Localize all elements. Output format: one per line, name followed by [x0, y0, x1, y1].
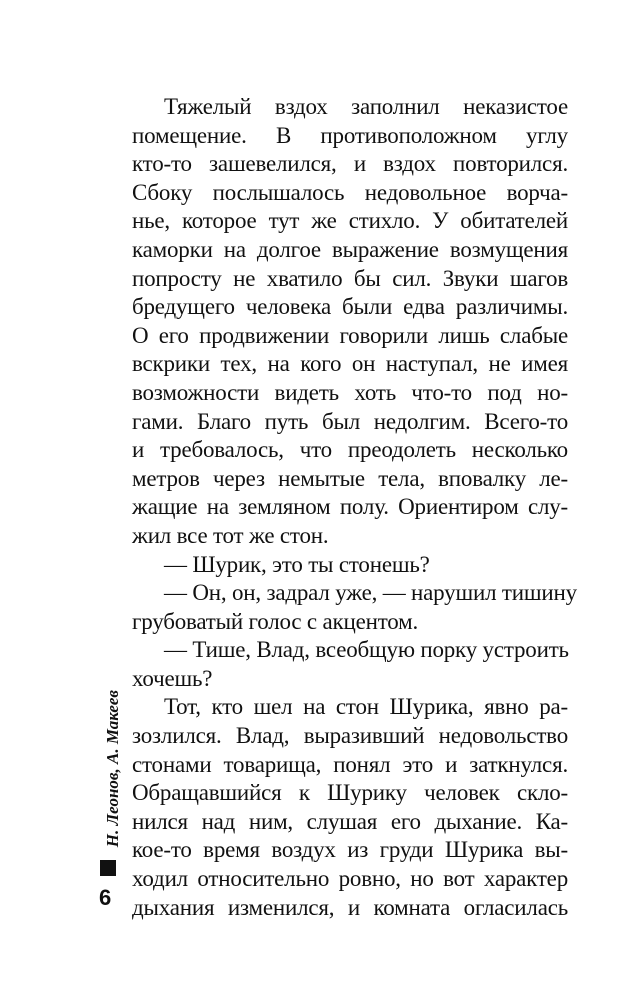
text-line: помещение. В противоположном углу: [132, 122, 568, 148]
paragraph: [132, 93, 568, 551]
text-line: О его продвижении говорили лишь слабые: [132, 322, 568, 348]
square-marker-icon: [100, 860, 116, 876]
text-line: — Тише, Влад, всеобщую порку устроить: [164, 637, 569, 663]
dialogue-line: [132, 636, 568, 693]
text-line: каморки на долгое выражение возмущения: [132, 236, 568, 262]
text-line: жащие на земляном полу. Ориентиром слу-: [132, 494, 568, 520]
text-line: жил все тот же стон.: [132, 522, 329, 548]
text-line: кто-то зашевелился, и вздох повторился.: [132, 151, 568, 177]
body-text: [132, 93, 577, 922]
text-line: гами. Благо путь был недолгим. Всего-то: [132, 408, 568, 434]
text-line: попросту не хватило бы сил. Звуки шагов: [132, 265, 568, 291]
text-line: нился над ним, слушая его дыхание. Ка-: [132, 808, 568, 834]
text-line: хочешь?: [132, 665, 213, 691]
text-line: бредущего человека были едва различимы.: [132, 294, 568, 320]
text-line: Обращавшийся к Шурику человек скло-: [132, 780, 568, 806]
text-line: Тот, кто шел на стон Шурика, явно ра-: [164, 694, 568, 720]
text-line: возможности видеть хоть что-то под но-: [132, 379, 568, 405]
dialogue-line: [132, 579, 577, 636]
dialogue-line: [132, 551, 568, 580]
text-line: ходил относительно ровно, но вот характер: [132, 866, 568, 892]
text-line: зозлился. Влад, выразивший недовольство: [132, 723, 568, 749]
text-line: — Шурик, это ты стонешь?: [164, 551, 430, 577]
text-line: грубоватый голос с акцентом.: [132, 608, 419, 634]
running-head-author: Н. Леонов, А. Макеев: [103, 690, 122, 848]
text-line: Сбоку послышалось недовольное ворча-: [132, 179, 568, 205]
paragraph: [132, 693, 568, 922]
text-line: нье, которое тут же стихло. У обитателей: [132, 208, 568, 234]
text-line: и требовалось, что преодолеть несколько: [132, 437, 568, 463]
text-line: Тяжелый вздох заполнил неказистое: [164, 94, 568, 119]
text-line: вскрики тех, на кого он наступал, не имея: [132, 351, 568, 377]
text-line: дыхания изменился, и комната огласилась: [132, 894, 568, 920]
text-line: кое-то время воздух из груди Шурика вы-: [132, 837, 568, 863]
text-line: метров через немытые тела, вповалку ле-: [132, 465, 568, 491]
page-number: 6: [99, 885, 112, 910]
text-line: — Он, он, задрал уже, — нарушил тишину: [164, 580, 577, 606]
text-line: стонами товарища, понял это и заткнулся.: [132, 751, 568, 777]
